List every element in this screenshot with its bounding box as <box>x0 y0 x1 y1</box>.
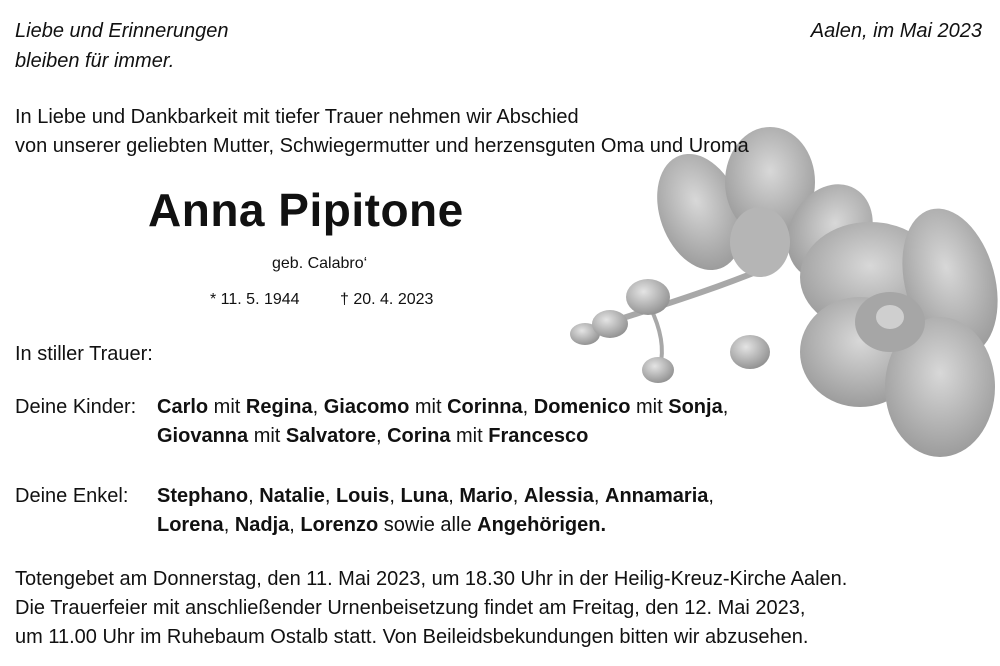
intro-line-1: In Liebe und Dankbarkeit mit tiefer Trauer nehmen wir Abschied <box>15 106 579 128</box>
children-line-2 <box>157 423 588 449</box>
grandchildren-label: Deine Enkel: <box>15 485 129 507</box>
name-separator: mit <box>450 425 489 447</box>
name-separator: , <box>312 396 324 418</box>
grandchildren-line-2 <box>157 512 606 538</box>
family-member-name: Natalie <box>259 485 325 507</box>
family-member-name: Regina <box>245 396 313 418</box>
name-separator: , <box>722 396 729 418</box>
name-separator: , <box>375 425 388 447</box>
name-separator: mit <box>409 396 448 418</box>
name-separator: , <box>593 485 605 507</box>
name-separator: , <box>223 514 235 536</box>
children-label: Deine Kinder: <box>15 396 137 418</box>
name-separator: , <box>522 396 534 418</box>
family-member-name: Nadja <box>234 514 290 536</box>
family-member-name: Lorenzo <box>300 514 379 536</box>
deceased-name: Anna Pipitone <box>148 184 464 236</box>
family-member-name: Salvatore <box>285 425 376 447</box>
name-separator: mit <box>208 396 246 418</box>
name-separator: , <box>512 485 524 507</box>
grandchildren-line-1 <box>157 483 714 509</box>
family-member-name: Carlo <box>157 396 209 418</box>
family-member-name: Alessia <box>523 485 594 507</box>
family-member-name: Louis <box>335 485 390 507</box>
orchid-flower-icon <box>560 112 1000 482</box>
family-member-name: Mario <box>459 485 513 507</box>
name-separator: mit <box>630 396 669 418</box>
death-date: † 20. 4. 2023 <box>340 291 434 308</box>
family-member-name: Luna <box>400 485 449 507</box>
family-member-name: Corinna <box>447 396 523 418</box>
family-member-name: Giovanna <box>157 425 249 447</box>
family-member-name: Sonja <box>668 396 723 418</box>
mourning-label: In stiller Trauer: <box>15 343 153 365</box>
birth-date: * 11. 5. 1944 <box>210 291 300 308</box>
family-member-name: Domenico <box>533 396 631 418</box>
family-member-name: Giacomo <box>323 396 410 418</box>
name-separator: mit <box>248 425 286 447</box>
family-member-name: Angehörigen. <box>477 514 607 536</box>
children-line-1 <box>157 394 728 420</box>
quote-line-1: Liebe und Erinnerungen <box>15 20 229 42</box>
name-separator: sowie alle <box>378 514 478 536</box>
quote-line-2: bleiben für immer. <box>15 50 175 72</box>
name-separator: , <box>389 485 401 507</box>
name-separator: , <box>448 485 460 507</box>
place-date: Aalen, im Mai 2023 <box>810 20 982 42</box>
name-separator: , <box>324 485 336 507</box>
footer-line-3: um 11.00 Uhr im Ruhebaum Ostalb statt. Von Beileidsbekundungen bitten wir abzusehen. <box>15 626 809 648</box>
intro-line-2: von unserer geliebten Mutter, Schwiegermutter und herzensguten Oma und Uroma <box>15 135 749 157</box>
birth-name: geb. Calabro‘ <box>272 255 368 272</box>
family-member-name: Lorena <box>157 514 224 536</box>
family-member-name: Francesco <box>488 425 589 447</box>
family-member-name: Corina <box>387 425 451 447</box>
footer-line-2: Die Trauerfeier mit anschließender Urnenbeisetzung findet am Freitag, den 12. Mai 2023, <box>15 597 806 619</box>
family-member-name: Annamaria <box>605 485 709 507</box>
footer-line-1: Totengebet am Donnerstag, den 11. Mai 2023, um 18.30 Uhr in der Heilig-Kreuz-Kirche Aalen. <box>15 568 848 590</box>
name-separator: , <box>248 485 260 507</box>
family-member-name: Stephano <box>157 485 249 507</box>
name-separator: , <box>289 514 301 536</box>
name-separator: , <box>708 485 714 507</box>
